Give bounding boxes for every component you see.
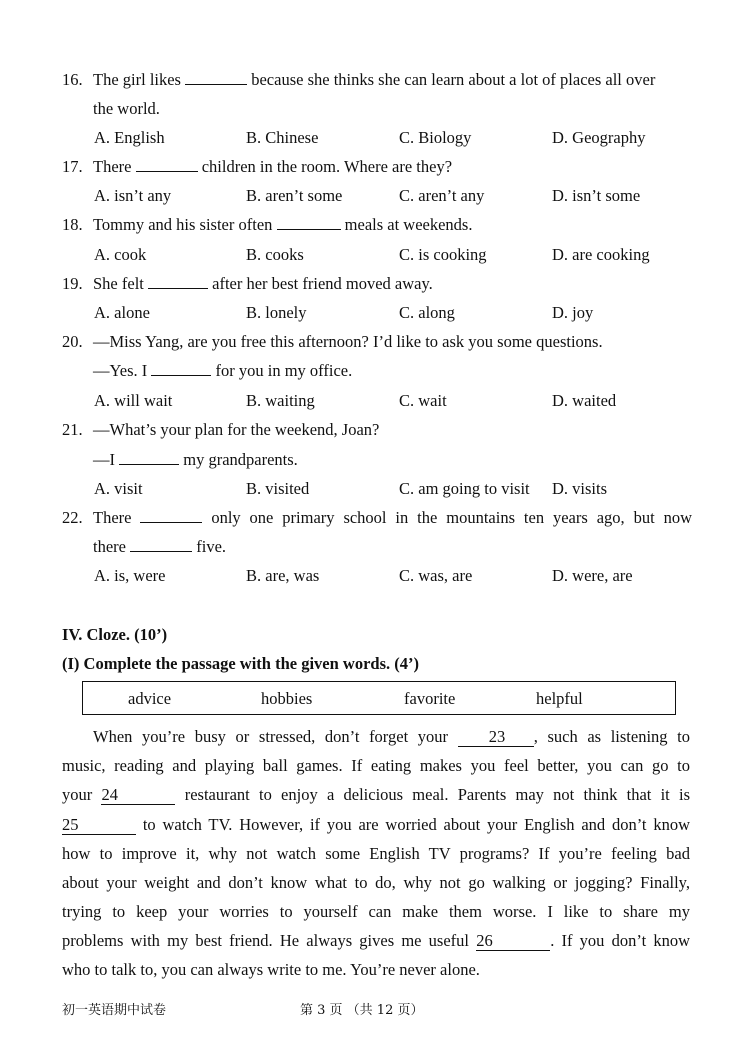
option-c[interactable]: C. is cooking [399, 245, 487, 264]
passage-line: When you’re busy or stressed, don’t forget your 23 , such as listening to [93, 727, 690, 746]
question-21: 21. —What’s your plan for the weekend, Joan? [62, 420, 380, 439]
question-number: 21. [62, 420, 83, 439]
word-bank-item: helpful [536, 689, 583, 708]
option-b[interactable]: B. waiting [246, 391, 315, 410]
answer-blank[interactable] [277, 215, 341, 230]
option-b[interactable]: B. lonely [246, 303, 307, 322]
answer-blank[interactable] [151, 361, 211, 376]
passage-line: how to improve it, why not watch some English TV programs? If you’re feeling bad [62, 844, 690, 863]
cloze-blank-23[interactable]: 23 [458, 728, 534, 747]
question-number: 17. [62, 157, 83, 176]
passage-line: your 24 restaurant to enjoy a delicious meal. Parents may not think that it is [62, 785, 691, 804]
option-b[interactable]: B. cooks [246, 245, 304, 264]
option-c[interactable]: C. aren’t any [399, 186, 485, 205]
option-b[interactable]: B. aren’t some [246, 186, 343, 205]
question-17: 17. There children in the room. Where are they? [62, 157, 453, 176]
answer-blank[interactable] [130, 537, 192, 552]
answer-blank[interactable] [140, 508, 202, 523]
question-number: 19. [62, 274, 83, 293]
option-b[interactable]: B. are, was [246, 566, 320, 585]
page-number: 第 3 页 （共 12 页） [300, 1003, 424, 1018]
option-d[interactable]: D. are cooking [552, 245, 650, 264]
question-number: 20. [62, 332, 83, 351]
option-c[interactable]: C. was, are [399, 566, 473, 585]
option-c[interactable]: C. along [399, 303, 455, 322]
cloze-blank-25[interactable]: 25 [62, 816, 136, 835]
option-b[interactable]: B. Chinese [246, 128, 319, 147]
question-20-reply: —Yes. I for you in my office. [93, 361, 353, 380]
option-a[interactable]: A. alone [94, 303, 150, 322]
option-d[interactable]: D. were, are [552, 566, 633, 585]
option-d[interactable]: D. visits [552, 479, 608, 498]
option-c[interactable]: C. wait [399, 391, 447, 410]
question-22: 22. There only one primary school in the mountains ten years ago, but now [62, 508, 692, 527]
option-c[interactable]: C. am going to visit [399, 479, 530, 498]
question-22-continuation: there five. [93, 537, 227, 556]
option-a[interactable]: A. isn’t any [94, 186, 172, 205]
word-bank-item: hobbies [261, 689, 313, 708]
section-subtitle: (I) Complete the passage with the given words. (4’) [62, 654, 420, 673]
passage-line: trying to keep your worries to yourself can make them worse. I like to share my [62, 902, 690, 921]
answer-blank[interactable] [148, 274, 208, 289]
answer-blank[interactable] [136, 157, 198, 172]
option-a[interactable]: A. will wait [94, 391, 173, 410]
passage-line: 25 to watch TV. However, if you are worried about your English and don’t know [62, 815, 690, 834]
question-16-continuation: the world. [93, 99, 160, 118]
cloze-blank-24[interactable]: 24 [101, 786, 175, 805]
passage-line: problems with my best friend. He always gives me useful 26 . If you don’t know [62, 931, 691, 950]
question-number: 18. [62, 215, 83, 234]
option-a[interactable]: A. cook [94, 245, 147, 264]
passage-line: who to talk to, you can always write to me. You’re never alone. [62, 960, 480, 979]
question-number: 22. [62, 508, 83, 527]
question-16: 16. The girl likes because she thinks she can learn about a lot of places all over [62, 70, 656, 89]
footer-exam-title: 初一英语期中试卷 [62, 1003, 167, 1018]
question-19: 19. She felt after her best friend moved away. [62, 274, 433, 293]
option-a[interactable]: A. English [94, 128, 165, 147]
option-b[interactable]: B. visited [246, 479, 310, 498]
question-21-reply: —I my grandparents. [93, 450, 298, 469]
option-d[interactable]: D. waited [552, 391, 617, 410]
option-a[interactable]: A. visit [94, 479, 143, 498]
question-number: 16. [62, 70, 83, 89]
answer-blank[interactable] [185, 70, 247, 85]
word-bank-item: advice [128, 689, 172, 708]
word-bank-item: favorite [404, 689, 456, 708]
option-d[interactable]: D. joy [552, 303, 594, 322]
option-d[interactable]: D. Geography [552, 128, 646, 147]
passage-line: music, reading and playing ball games. If eating makes you feel better, you can go to [62, 756, 690, 775]
word-bank [82, 681, 676, 715]
passage-line: about your weight and don’t know what to do, why not go walking or jogging? Finally, [62, 873, 690, 892]
cloze-blank-26[interactable]: 26 [476, 932, 550, 951]
option-a[interactable]: A. is, were [94, 566, 166, 585]
option-c[interactable]: C. Biology [399, 128, 472, 147]
option-d[interactable]: D. isn’t some [552, 186, 641, 205]
answer-blank[interactable] [119, 450, 179, 465]
section-title: IV. Cloze. (10’) [62, 625, 168, 644]
question-20: 20. —Miss Yang, are you free this afternoon? I’d like to ask you some questions. [62, 332, 603, 351]
question-18: 18. Tommy and his sister often meals at weekends. [62, 215, 473, 234]
